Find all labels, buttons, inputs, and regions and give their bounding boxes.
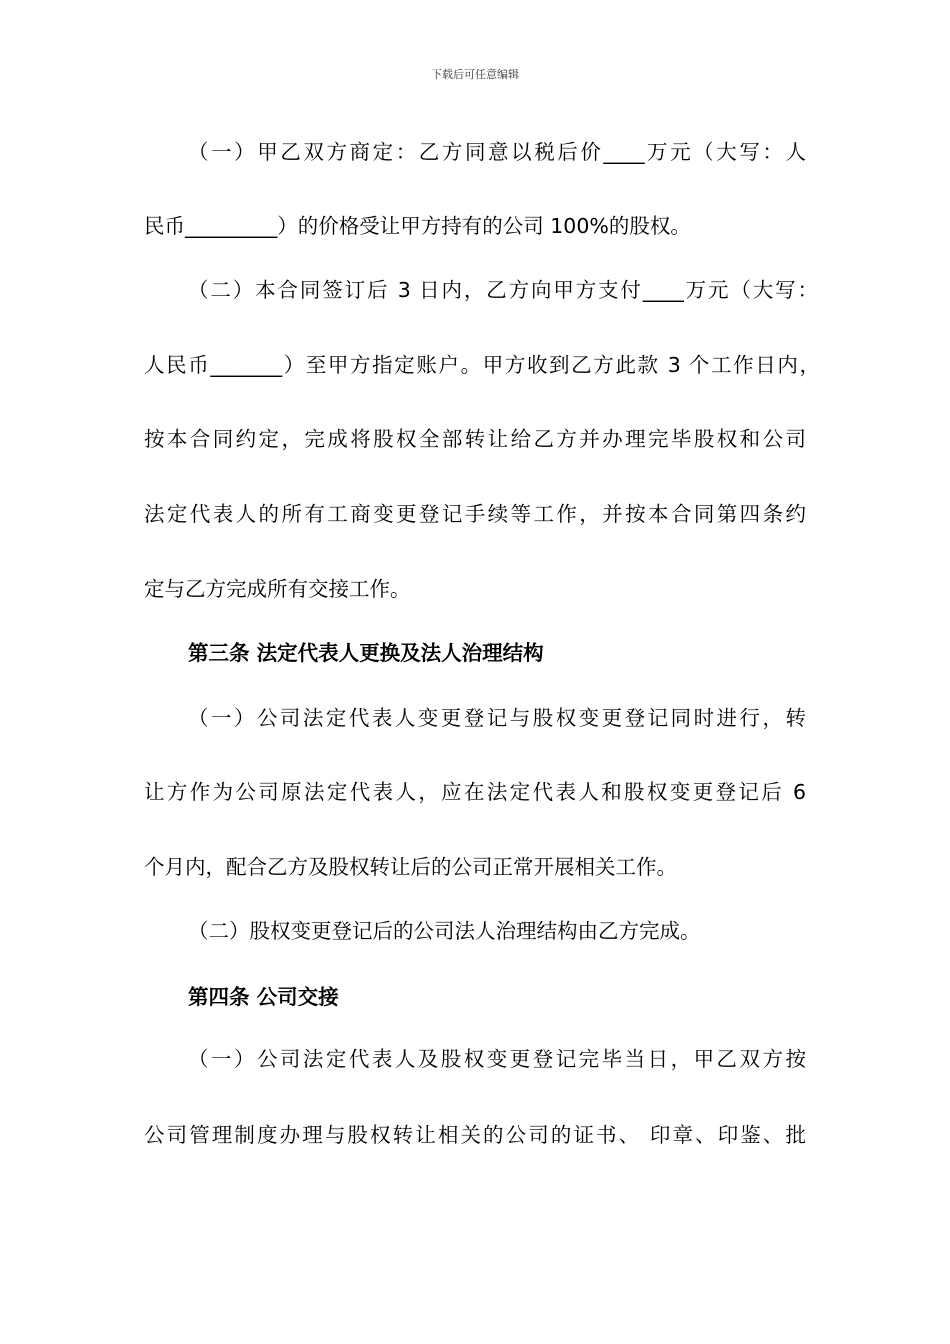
paragraph-line: （一）公司法定代表人变更登记与股权变更登记同时进行，转 (188, 706, 806, 730)
page-header: 下载后可任意编辑 (431, 68, 519, 81)
paragraph-line: 按本合同约定，完成将股权全部转让给乙方并办理完毕股权和公司 (144, 427, 806, 451)
paragraph-line: （二）本合同签订后 3 日内，乙方向甲方支付____万元（大写： (188, 278, 818, 302)
paragraph-line: （二）股权变更登记后的公司法人治理结构由乙方完成。 (188, 919, 701, 943)
paragraph-line: 让方作为公司原法定代表人，应在法定代表人和股权变更登记后 6 (144, 780, 806, 804)
section-heading: 第三条 法定代表人更换及法人治理结构 (188, 641, 544, 665)
section-heading: 第四条 公司交接 (188, 985, 339, 1009)
paragraph-line: 公司管理制度办理与股权转让相关的公司的证书、 印章、印鉴、批 (144, 1123, 806, 1147)
paragraph-line: （一）甲乙双方商定：乙方同意以税后价____万元（大写：人 (188, 140, 806, 164)
paragraph-line: （一）公司法定代表人及股权变更登记完毕当日，甲乙双方按 (188, 1047, 806, 1071)
paragraph-line: 人民币_______）至甲方指定账户。甲方收到乙方此款 3 个工作日内， (144, 353, 820, 377)
paragraph-line: 个月内，配合乙方及股权转让后的公司正常开展相关工作。 (144, 855, 677, 879)
paragraph-line: 民币_________）的价格受让甲方持有的公司 100%的股权。 (144, 214, 691, 238)
paragraph-line: 法定代表人的所有工商变更登记手续等工作，并按本合同第四条约 (144, 502, 806, 526)
paragraph-line: 定与乙方完成所有交接工作。 (144, 577, 411, 601)
